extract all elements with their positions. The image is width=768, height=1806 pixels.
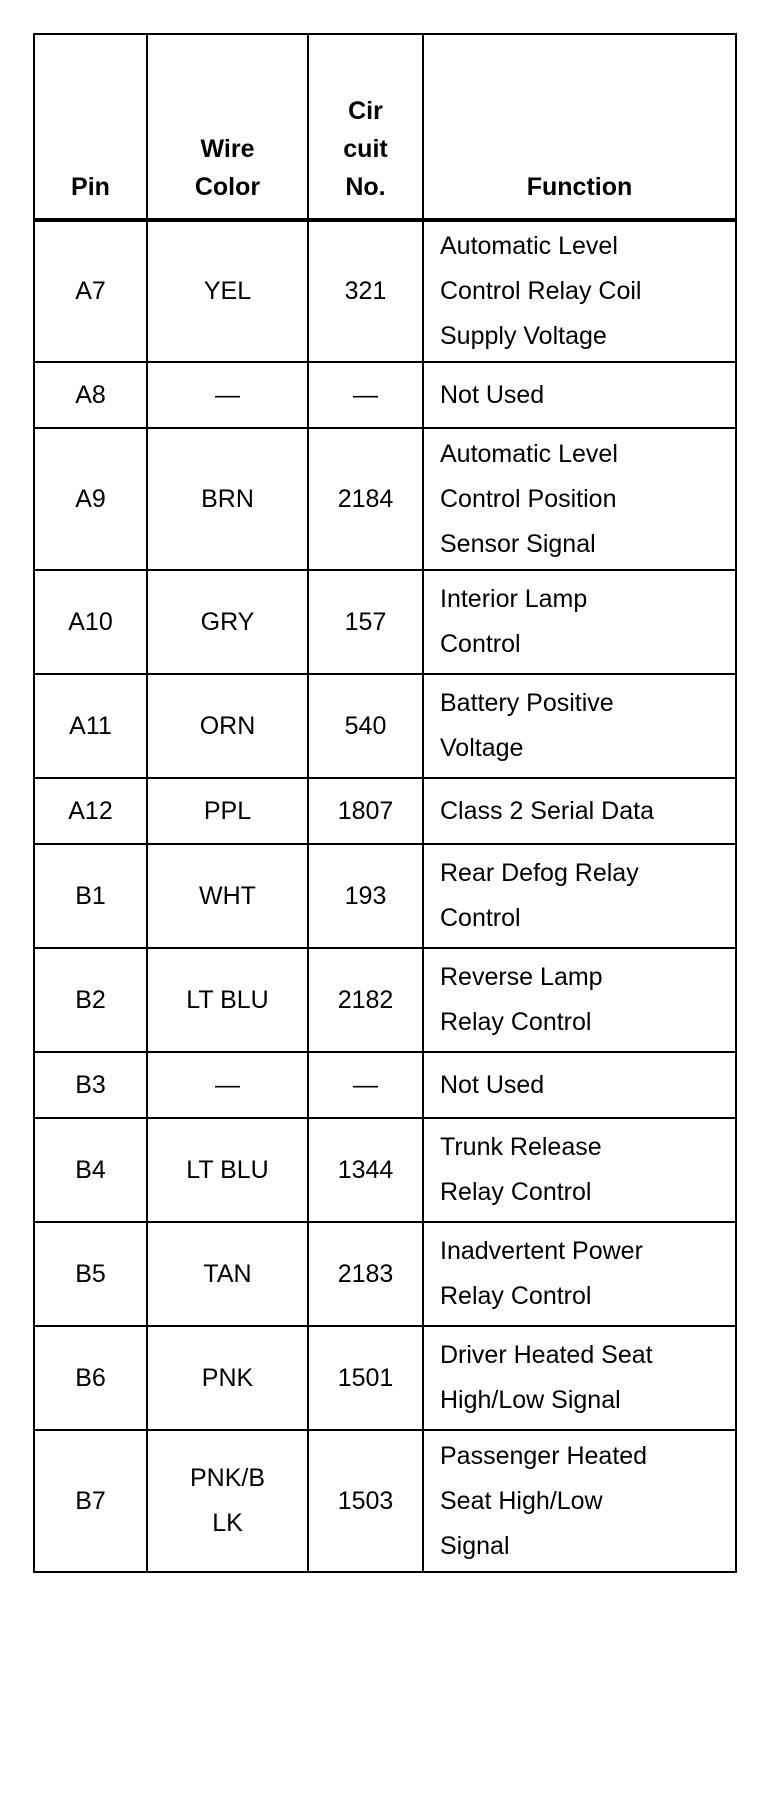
cell-pin: B6: [34, 1326, 147, 1430]
cell-circuit-number: 1807: [308, 778, 423, 844]
cell-circuit-number: 1503: [308, 1430, 423, 1572]
table-row: [34, 1118, 736, 1222]
cell-pin: A11: [34, 674, 147, 778]
cell-function: Interior Lamp Control: [423, 570, 736, 674]
cell-function: Reverse Lamp Relay Control: [423, 948, 736, 1052]
cell-function: Not Used: [423, 1052, 736, 1118]
cell-pin: B1: [34, 844, 147, 948]
table-header: [34, 34, 736, 220]
cell-wire-color: ORN: [147, 674, 308, 778]
cell-wire-color: LT BLU: [147, 948, 308, 1052]
cell-wire-color: PNK/B LK: [147, 1430, 308, 1572]
cell-circuit-number: 2183: [308, 1222, 423, 1326]
cell-circuit-number: 2184: [308, 428, 423, 570]
table-row: [34, 1052, 736, 1118]
cell-wire-color: YEL: [147, 220, 308, 362]
cell-circuit-number: 321: [308, 220, 423, 362]
cell-pin: B2: [34, 948, 147, 1052]
cell-wire-color: GRY: [147, 570, 308, 674]
cell-function: Trunk Release Relay Control: [423, 1118, 736, 1222]
cell-pin: B4: [34, 1118, 147, 1222]
cell-circuit-number: 1501: [308, 1326, 423, 1430]
table-row: [34, 844, 736, 948]
cell-circuit-number: —: [308, 1052, 423, 1118]
cell-function: Class 2 Serial Data: [423, 778, 736, 844]
cell-pin: A12: [34, 778, 147, 844]
cell-wire-color: TAN: [147, 1222, 308, 1326]
cell-pin: B5: [34, 1222, 147, 1326]
cell-function: Driver Heated Seat High/Low Signal: [423, 1326, 736, 1430]
cell-wire-color: —: [147, 362, 308, 428]
cell-pin: A9: [34, 428, 147, 570]
table-row: [34, 570, 736, 674]
cell-wire-color: —: [147, 1052, 308, 1118]
table-row: [34, 1430, 736, 1572]
cell-function: Not Used: [423, 362, 736, 428]
cell-circuit-number: 540: [308, 674, 423, 778]
table-row: [34, 220, 736, 362]
cell-function: Inadvertent Power Relay Control: [423, 1222, 736, 1326]
cell-pin: A7: [34, 220, 147, 362]
connector-pinout-table: [33, 33, 737, 1573]
cell-function: Automatic Level Control Relay Coil Supply Voltage: [423, 220, 736, 362]
cell-function: Rear Defog Relay Control: [423, 844, 736, 948]
header-row: [34, 34, 736, 220]
table-row: [34, 1326, 736, 1430]
cell-pin: A10: [34, 570, 147, 674]
header-pin: Pin: [34, 34, 147, 220]
cell-function: Automatic Level Control Position Sensor Signal: [423, 428, 736, 570]
cell-function: Battery Positive Voltage: [423, 674, 736, 778]
cell-circuit-number: 1344: [308, 1118, 423, 1222]
cell-pin: A8: [34, 362, 147, 428]
cell-wire-color: WHT: [147, 844, 308, 948]
table-row: [34, 428, 736, 570]
cell-circuit-number: 2182: [308, 948, 423, 1052]
header-function: Function: [423, 34, 736, 220]
table-row: [34, 778, 736, 844]
cell-pin: B3: [34, 1052, 147, 1118]
table-row: [34, 948, 736, 1052]
cell-wire-color: PNK: [147, 1326, 308, 1430]
cell-wire-color: BRN: [147, 428, 308, 570]
cell-circuit-number: 193: [308, 844, 423, 948]
connector-pinout-table-container: [33, 33, 737, 1573]
table-row: [34, 674, 736, 778]
cell-pin: B7: [34, 1430, 147, 1572]
header-circuit-number: Cir cuit No.: [308, 34, 423, 220]
cell-circuit-number: —: [308, 362, 423, 428]
table-body: [34, 220, 736, 1572]
header-wire-color: Wire Color: [147, 34, 308, 220]
table-row: [34, 362, 736, 428]
cell-wire-color: PPL: [147, 778, 308, 844]
table-row: [34, 1222, 736, 1326]
cell-circuit-number: 157: [308, 570, 423, 674]
cell-function: Passenger Heated Seat High/Low Signal: [423, 1430, 736, 1572]
cell-wire-color: LT BLU: [147, 1118, 308, 1222]
